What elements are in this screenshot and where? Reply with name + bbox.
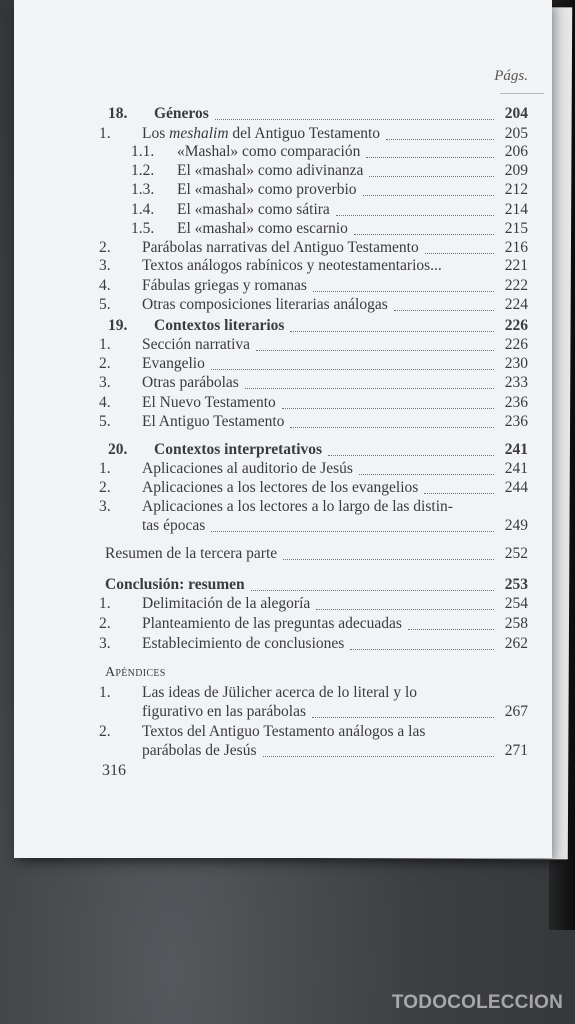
toc-entry-title: Conclusión: resumen	[105, 576, 245, 593]
toc-entry-title: El Nuevo Testamento	[142, 394, 276, 411]
toc-entry	[14, 634, 552, 654]
toc-entry-title: Resumen de la tercera parte	[105, 545, 278, 562]
toc-entry-page: 254	[504, 595, 528, 612]
dot-leader	[312, 697, 494, 718]
toc-entry-page: 222	[504, 277, 528, 294]
toc-entry-title: Apéndices	[105, 665, 166, 680]
toc-entry-page: 236	[504, 394, 528, 411]
toc-entry-number: 1.2.	[131, 162, 155, 179]
toc-entry-title: El «mashal» como proverbio	[177, 181, 357, 198]
page-number: 316	[102, 762, 126, 779]
toc-entry-title: Aplicaciones al auditorio de Jesús	[142, 460, 353, 477]
toc-entry-number: 2.	[99, 355, 111, 372]
toc-entry-number: 20.	[108, 441, 128, 458]
toc-entry-page: 258	[504, 615, 528, 632]
toc-entry-number: 18.	[108, 105, 128, 122]
toc-entry-number: 3.	[99, 257, 111, 274]
dot-leader	[215, 99, 494, 120]
dot-leader	[425, 233, 494, 254]
dot-leader	[283, 539, 494, 560]
toc-entry-page: 262	[504, 635, 528, 652]
toc-entry-page: 215	[504, 220, 528, 237]
dot-leader	[394, 290, 494, 311]
toc-entry-number: 1.	[99, 125, 111, 142]
toc-entry-number: 1.	[99, 460, 111, 477]
toc-entry-page: 205	[504, 125, 528, 142]
toc-entry-title: El «mashal» como adivinanza	[177, 162, 364, 179]
toc-entry-title: El Antiguo Testamento	[142, 413, 285, 430]
toc-entry-number: 1.	[99, 684, 111, 701]
toc-entry-title: El «mashal» como escarnio	[177, 220, 348, 237]
toc-entry-number: 1.	[99, 595, 111, 612]
dot-leader	[336, 195, 494, 216]
toc-entry-title: figurativo en las parábolas	[142, 703, 306, 720]
toc-entry-number: 5.	[99, 413, 111, 430]
toc-entry-number: 2.	[99, 479, 111, 496]
toc-entry	[14, 741, 552, 761]
toc-entry-title: Fábulas griegas y romanas	[142, 277, 307, 294]
toc-entry-page: 206	[504, 143, 528, 160]
toc-entry-number: 1.4.	[131, 201, 155, 218]
toc-entry	[14, 663, 552, 683]
toc-entry-page: 221	[504, 257, 528, 274]
watermark-logo: TODOCOLECCION	[391, 992, 563, 1013]
dot-leader	[282, 388, 494, 409]
toc-entry-page: 224	[504, 296, 528, 313]
toc-entry-page: 267	[504, 703, 528, 720]
dot-leader	[290, 407, 494, 428]
toc-entry-number: 1.5.	[131, 220, 155, 237]
dot-leader	[211, 511, 494, 532]
toc-entry-page: 214	[504, 201, 528, 218]
toc-entry-title: Otras parábolas	[142, 374, 239, 391]
dot-leader	[316, 589, 494, 610]
toc-entry	[14, 516, 552, 536]
toc-entry-page: 253	[504, 576, 528, 593]
toc-entry-title: El «mashal» como sátira	[177, 201, 330, 218]
toc-entry-number: 2.	[99, 239, 111, 256]
toc-entry	[14, 478, 552, 498]
dot-leader	[290, 311, 494, 332]
toc-entry-title: Evangelio	[142, 355, 205, 372]
toc-entry-title: Otras composiciones literarias análogas	[142, 296, 388, 313]
dot-leader	[408, 609, 494, 630]
toc-entry-title: Los meshalim del Antiguo Testamento	[142, 125, 381, 142]
toc-entry-title: Parábolas narrativas del Antiguo Testamento	[142, 239, 419, 256]
toc-entry-title: Planteamiento de las preguntas adecuadas	[142, 615, 402, 632]
toc-entry	[14, 238, 552, 258]
dot-leader	[424, 473, 494, 494]
toc-entry-title: «Mashal» como comparación	[177, 143, 361, 160]
toc-entry-number: 2.	[99, 615, 111, 632]
toc-entry-page: 209	[504, 162, 528, 179]
dot-leader	[328, 435, 494, 456]
toc-entry-number: 1.3.	[131, 181, 155, 198]
toc-entry-number: 19.	[108, 317, 128, 334]
toc-entry-page: 244	[504, 479, 528, 496]
dot-leader	[211, 349, 494, 370]
toc-entry-page: 271	[504, 742, 528, 759]
toc-entry-number: 3.	[99, 498, 111, 515]
toc-entry-number: 1.	[99, 336, 111, 353]
toc-entry-number: 4.	[99, 277, 111, 294]
toc-entry-number: 1.1.	[131, 143, 155, 160]
dot-leader	[363, 175, 494, 196]
toc-entry-title: Las ideas de Jülicher acerca de lo literal y lo	[142, 684, 417, 701]
dot-leader	[245, 368, 494, 389]
toc-entry-title: parábolas de Jesús	[142, 742, 257, 759]
dot-leader	[366, 137, 494, 158]
toc-entry	[14, 702, 552, 722]
toc-entry-page: 241	[504, 441, 528, 458]
toc-entry-page: 212	[504, 181, 528, 198]
toc-entry-title: tas épocas	[142, 517, 206, 534]
header-rule	[500, 93, 544, 94]
toc-entry	[14, 544, 552, 564]
dot-leader	[369, 156, 494, 177]
toc-entry-page: 233	[504, 374, 528, 391]
dot-leader	[256, 330, 494, 351]
toc-entry-title: Sección narrativa	[142, 336, 251, 353]
dot-leader	[350, 629, 494, 650]
toc-entry-title: Establecimiento de conclusiones	[142, 635, 345, 652]
toc-entry-title: Contextos interpretativos	[154, 441, 323, 458]
toc-entry-page: 216	[504, 239, 528, 256]
toc-entry-page: 226	[504, 317, 528, 334]
toc-entry-title: Aplicaciones a los lectores a lo largo de las distin-	[142, 498, 453, 515]
toc-entry-page: 226	[504, 336, 528, 353]
toc-entry-number: 3.	[99, 635, 111, 652]
toc-entry-title: Textos análogos rabínicos y neotestamentarios...	[142, 257, 442, 274]
dot-leader	[313, 271, 494, 292]
toc-entry-title: Textos del Antiguo Testamento análogos a las	[142, 723, 426, 740]
toc-entry-number: 5.	[99, 296, 111, 313]
toc-entry-number: 3.	[99, 374, 111, 391]
toc-entry-page: 241	[504, 460, 528, 477]
dot-leader	[263, 736, 494, 757]
toc-entry-page: 204	[504, 105, 528, 122]
toc-entry-title: Aplicaciones a los lectores de los evangelios	[142, 479, 419, 496]
toc-entry	[14, 412, 552, 432]
toc-entry-number: 4.	[99, 394, 111, 411]
dot-leader	[354, 214, 494, 235]
toc-entry-page: 252	[504, 545, 528, 562]
pages-column-label: Págs.	[494, 68, 528, 84]
dot-leader	[251, 570, 494, 591]
toc-entry-number: 2.	[99, 723, 111, 740]
toc-entry-page: 249	[504, 517, 528, 534]
toc-entry-page: 230	[504, 355, 528, 372]
toc-entry-page: 236	[504, 413, 528, 430]
toc-entry-title: Géneros	[154, 105, 209, 122]
toc-entry-title: Contextos literarios	[154, 317, 285, 334]
dot-leader	[359, 454, 494, 475]
book-page	[14, 0, 552, 858]
toc-entry-title: Delimitación de la alegoría	[142, 595, 311, 612]
